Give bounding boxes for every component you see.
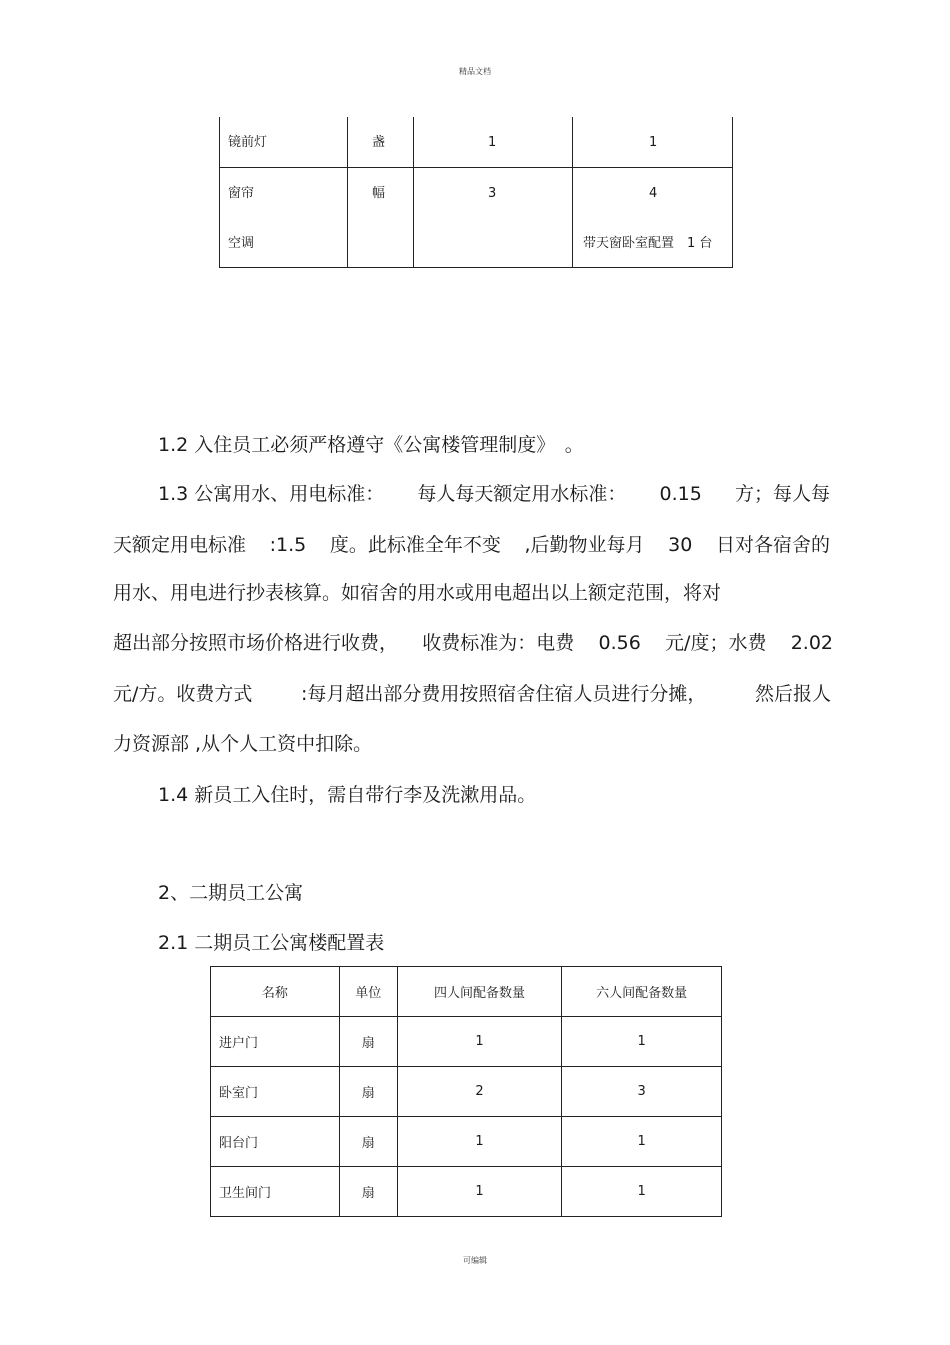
table-header-row (211, 967, 722, 1017)
paragraph-1-3-line-6: 力资源部 ,从个人工资中扣除。 (113, 733, 373, 755)
cell-four: 1 (488, 135, 497, 150)
cell-six: 1 (562, 1167, 722, 1217)
cell-name: 卫生间门 (211, 1167, 340, 1217)
cell-six: 1 (562, 1117, 722, 1167)
table-row (211, 1067, 722, 1117)
cell-six: 3 (562, 1067, 722, 1117)
text-fragment: 度。此标准全年不变 (329, 534, 501, 556)
cell-name: 卧室门 (211, 1067, 340, 1117)
paragraph-1-3-line-2 (113, 533, 830, 557)
cell-name: 空调 (228, 236, 255, 251)
cell-unit: 幅 (372, 186, 386, 201)
column-divider (347, 117, 348, 267)
header-cell: 单位 (339, 967, 397, 1017)
cell-unit: 扇 (339, 1067, 397, 1117)
cell-six: 1 (562, 1017, 722, 1067)
cell-four: 1 (397, 1117, 562, 1167)
text-fragment: 元/方。收费方式 (113, 683, 253, 705)
text-fragment: 收费标准为：电费 (422, 632, 575, 654)
column-divider (572, 117, 573, 267)
text-fragment: 30 (668, 534, 693, 556)
paragraph-1-3-line-5 (113, 682, 831, 706)
paragraph-1-3-line-4 (113, 631, 833, 655)
phase2-config-table (210, 966, 722, 1217)
text-fragment: 2.02 (790, 632, 833, 654)
cell-unit: 盏 (372, 135, 386, 150)
table-row (211, 1167, 722, 1217)
text-fragment: 超出部分按照市场价格进行收费， (113, 632, 399, 654)
text-fragment: 每人每天额定用水标准： (417, 483, 627, 505)
text-fragment: :每月超出部分费用按照宿舍住宿人员进行分摊， (300, 683, 707, 705)
text-fragment: 然后报人 (754, 683, 831, 705)
page-header: 精品文档 (459, 67, 491, 76)
column-divider (413, 117, 414, 267)
text-fragment: 元/度；水费 (665, 632, 767, 654)
text-fragment: 1.3 公寓用水、用电标准： (158, 483, 385, 505)
cell-name: 窗帘 (228, 186, 255, 201)
cell-four: 1 (397, 1017, 562, 1067)
paragraph-1-4: 1.4 新员工入住时，需自带行李及洗漱用品。 (158, 784, 537, 806)
cell-name: 进户门 (211, 1017, 340, 1067)
table-row (211, 1117, 722, 1167)
cell-name: 阳台门 (211, 1117, 340, 1167)
text-fragment: 日对各宿舍的 (715, 534, 830, 556)
text-fragment: :1.5 (269, 534, 307, 556)
paragraph-1-3-line-1 (158, 482, 830, 506)
table-row (211, 1017, 722, 1067)
config-table-continued (219, 117, 733, 268)
cell-four: 1 (397, 1167, 562, 1217)
cell-unit: 扇 (339, 1167, 397, 1217)
text-fragment: 天额定用电标准 (113, 534, 247, 556)
cell-six: 带天窗卧室配置 1 台 (583, 236, 713, 251)
header-cell: 名称 (211, 967, 340, 1017)
cell-name: 镜前灯 (228, 135, 268, 150)
text-fragment: ,后勤物业每月 (524, 534, 645, 556)
text-fragment: 方；每人每 (734, 483, 830, 505)
paragraph-1-2: 1.2 入住员工必须严格遵守《公寓楼管理制度》 。 (158, 434, 584, 456)
paragraph-1-3-line-3: 用水、用电进行抄表核算。如宿舍的用水或用电超出以上额定范围，将对 (113, 582, 722, 604)
cell-six: 4 (649, 186, 658, 201)
cell-four: 2 (397, 1067, 562, 1117)
text-fragment: 0.56 (598, 632, 641, 654)
cell-unit: 扇 (339, 1017, 397, 1067)
row-divider (220, 167, 732, 168)
header-cell: 四人间配备数量 (397, 967, 562, 1017)
cell-unit: 扇 (339, 1117, 397, 1167)
page-footer: 可编辑 (463, 1256, 487, 1265)
text-fragment: 0.15 (659, 483, 702, 505)
header-cell: 六人间配备数量 (562, 967, 722, 1017)
section-heading: 2、二期员工公寓 (158, 882, 304, 904)
subsection-heading: 2.1 二期员工公寓楼配置表 (158, 932, 385, 954)
cell-four: 3 (488, 186, 497, 201)
cell-six: 1 (649, 135, 658, 150)
